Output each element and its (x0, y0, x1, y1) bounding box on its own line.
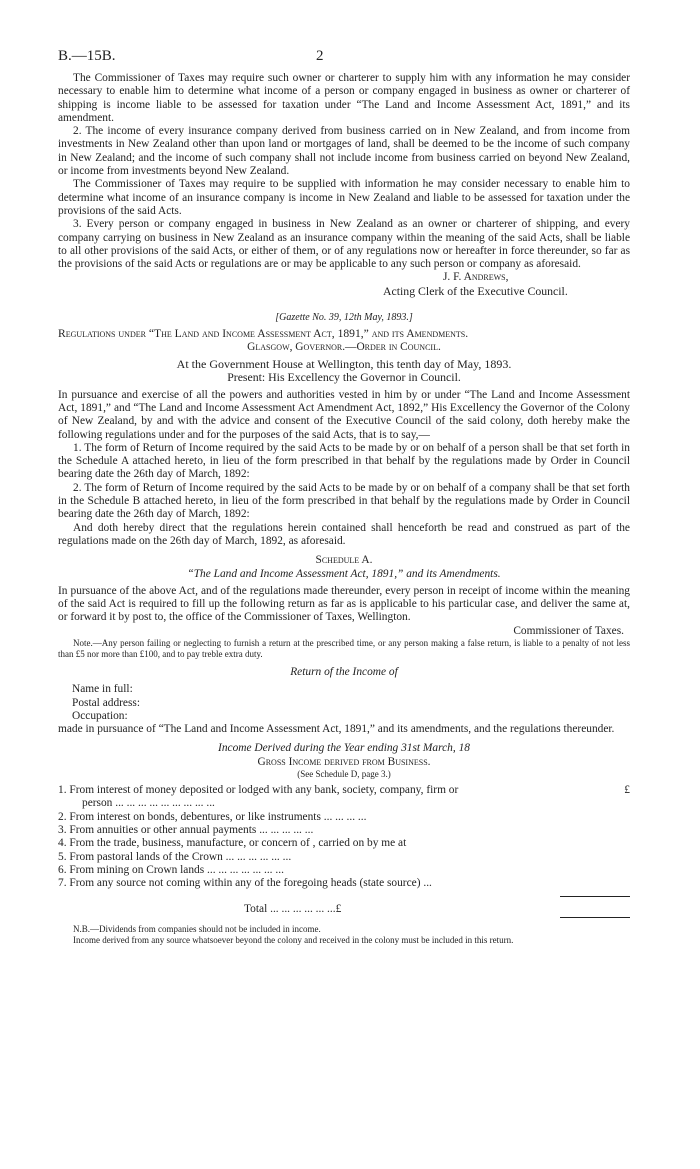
nb-dividends: N.B.—Dividends from companies should not be included in income. (73, 924, 321, 935)
gazette-reference: [Gazette No. 39, 12th May, 1893.] (275, 312, 413, 324)
governor-line: Glasgow, Governor.—Order in Council. (247, 340, 441, 353)
page-number: 2 (316, 48, 324, 64)
present-line: Present: His Excellency the Governor in Council. (227, 370, 461, 385)
income-title: Income Derived during the Year ending 31st March, 18 (218, 742, 470, 755)
signature-name: J. F. Andrews, (443, 271, 509, 284)
gross-income-title: Gross Income derived from Business. (257, 755, 431, 768)
total-rule (560, 896, 630, 897)
intro-paragraph: 3. Every person or company engaged in business in New Zealand as an owner or charterer of shipping, and every company carrying on business in New Zealand as an insurance company within the meaning of the said Acts, shall be liable to all other provisions of the said Acts, or either of them, or of any regulations now or hereafter in force thereunder, so far as the provisions of the said Acts or regulations are or may be applicable to any such person or company as aforesaid. (58, 218, 630, 271)
schedule-act: “The Land and Income Assessment Act, 1891,” and its Amendments. (187, 567, 501, 580)
income-items (58, 784, 630, 890)
field-postal-address: Postal address: (72, 696, 141, 709)
signature-title: Acting Clerk of the Executive Council. (383, 284, 568, 299)
pound-sign: £ (624, 784, 630, 797)
return-fields (72, 683, 630, 723)
document-page (58, 48, 630, 946)
return-title: Return of the Income of (290, 665, 398, 678)
place-date-line: At the Government House at Wellington, this tenth day of May, 1893. (176, 357, 512, 372)
intro-paragraph: The Commissioner of Taxes may require to be supplied with information he may consider necessary to enable him to determine what income of an insurance company is income in New Zealand and liable to be assessed for taxation under the provisions of the said Acts. (58, 178, 630, 217)
list-item: 4. From the trade, business, manufacture, or concern of , carried on by me at (58, 837, 407, 850)
schedule-signed: Commissioner of Taxes. (513, 624, 624, 637)
list-item: 6. From mining on Crown lands ... ... ... ... ... ... ... (58, 863, 284, 876)
nb-note (58, 924, 630, 946)
nb-foreign-income: Income derived from any source whatsoever beyond the colony and received in the colony must be included in this return. (73, 935, 514, 946)
list-item: 1. From interest of money deposited or lodged with any bank, society, company, firm or £ (58, 784, 630, 797)
schedule-paragraph: In pursuance of the above Act, and of the regulations made thereunder, every person in receipt of income within the meaning of the said Act is required to fill up the following return as far as is applicable to his particular case, and deliver the same at, or forward it by post to, the office of the Commissioner of Taxes, Wellington. (58, 584, 630, 624)
intro-paragraph: 2. The income of every insurance company derived from business carried on in New Zealand, and from income from investments in New Zealand other than upon land or mortgages of land, shall be deemed to be the income of such company in New Zealand; and the income of such company shall not include income from business carried on beyond New Zealand, or income from investments beyond New Zealand. (58, 125, 630, 178)
intro-paragraph: The Commissioner of Taxes may require such owner or charterer to supply him with any information he may consider necessary to enable him to determine what income of a person or company engaged in business as owner or charterer of shipping is income liable to be assessed for taxation under “The Land and Income Assessment Act, 1891,” and its amendment. (58, 72, 630, 124)
list-item: 5. From pastoral lands of the Crown ... ... ... ... ... ... (58, 850, 292, 863)
made-in-pursuance: made in pursuance of “The Land and Income Assessment Act, 1891,” and its amendments, and the regulations thereunder. (58, 723, 615, 736)
penalty-note: Note.—Any person failing or neglecting to furnish a return at the prescribed time, or any person making a false return, is liable to a penalty of not less than £5 nor more than £100, and to pay treble extra duty. (58, 637, 630, 659)
order-paragraph: In pursuance and exercise of all the powers and authorities vested in him by or under “The Land and Income Assessment Act, 1891,” and “The Land and Income Assessment Act Amendment Act, 1892,” His Excellency the Governor of the Colony of New Zealand, by and with the advice and consent of the Executive Council of the said colony, doth hereby make the following regulations under and for the purposes of the said Acts, that is to say,— (58, 388, 630, 441)
order-paragraph: And doth hereby direct that the regulations herein contained shall henceforth be read and construed as part of the regulations made on the 26th day of March, 1892, as aforesaid. (58, 521, 630, 547)
field-occupation: Occupation: (72, 709, 128, 722)
page-header (58, 48, 630, 72)
list-item: person ... ... ... ... ... ... ... ... ... (82, 797, 215, 810)
list-item: 3. From annuities or other annual payments ... ... ... ... ... (58, 823, 314, 836)
order-paragraph: 1. The form of Return of Income required by the said Acts to be made by or on behalf of a person shall be that set forth in the Schedule A attached hereto, in lieu of the form prescribed in that behalf by the regulations made by Order in Council bearing date the 26th day of March, 1892: (58, 441, 630, 481)
regulations-title: Regulations under “The Land and Income Assessment Act, 1891,” and its Amendments. (58, 327, 469, 341)
list-item: 7. From any source not coming within any of the foregoing heads (state source) ... (58, 877, 432, 890)
total-label: Total ... ... ... ... ... ...£ (244, 903, 342, 916)
order-paragraph: 2. The form of Return of Income required by the said Acts to be made by or on behalf of a company shall be that set forth in the Schedule B attached hereto, in lieu of the form prescribed in that behalf by the regulations made by Order in Council bearing date the 26th day of March, 1892: (58, 481, 630, 521)
schedule-title: Schedule A. (315, 554, 373, 567)
total-rule-bottom (560, 917, 630, 918)
list-item: 2. From interest on bonds, debentures, or like instruments ... ... ... ... (58, 810, 367, 823)
schedule-reference: (See Schedule D, page 3.) (297, 769, 391, 780)
total-row (58, 903, 630, 915)
document-reference: B.—15B. (58, 48, 116, 64)
field-name: Name in full: (72, 683, 133, 696)
